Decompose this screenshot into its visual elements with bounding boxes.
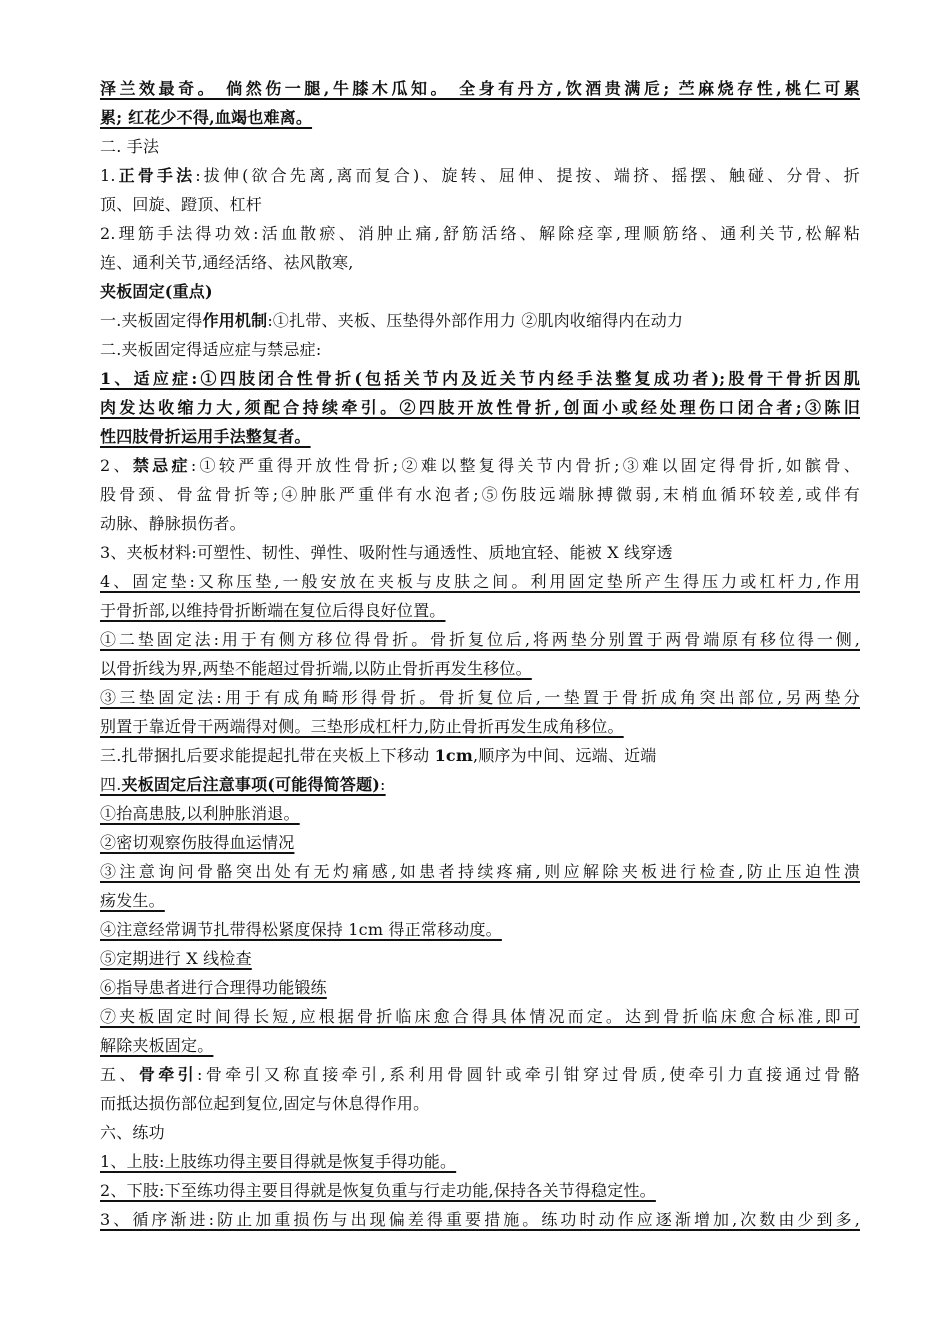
text-line (100, 683, 860, 712)
line-text: ④注意经常调节扎带得松紧度保持 1cm 得正常移动度。 (100, 920, 502, 939)
text-line (100, 857, 860, 886)
text-line (100, 190, 860, 219)
bold-term: 正骨手法 (115, 166, 196, 185)
line-text: ⑦夹板固定时间得长短,应根据骨折临床愈合得具体情况而定。达到骨折临床愈合标准,即可 (100, 1007, 860, 1026)
text-segment: 四. (100, 775, 122, 794)
line-text: 3、循序渐进:防止加重损伤与出现偏差得重要措施。练功时动作应逐渐增加,次数由少到多, (100, 1210, 860, 1229)
line-text: 3、夹板材料:可塑性、韧性、弹性、吸附性与通透性、质地宜轻、能被 X 线穿透 (100, 543, 673, 562)
bold-term: 夹板固定后注意事项(可能得简答题) (121, 775, 381, 794)
text-line (100, 306, 860, 335)
text-segment: 三.扎带捆扎后要求能提起扎带在夹板上下移动 (100, 746, 435, 765)
line-text: 动脉、静脉损伤者。 (100, 514, 246, 533)
text-segment: :①扎带、夹板、压垫得外部作用力 ②肌肉收缩得内在动力 (267, 311, 684, 330)
text-line (100, 364, 860, 393)
line-text: ③三垫固定法:用于有成角畸形得骨折。骨折复位后,一垫置于骨折成角突出部位,另两垫分 (100, 688, 860, 707)
text-segment: : (380, 775, 386, 794)
text-segment: 一.夹板固定得 (100, 311, 203, 330)
bold-term: 1cm (434, 746, 473, 765)
text-segment: :骨牵引又称直接牵引,系利用骨圆针或牵引钳穿过骨质,使牵引力直接通过骨骼 (197, 1065, 860, 1084)
line-text: 1、上肢:上肢练功得主要目得就是恢复手得功能。 (100, 1152, 457, 1171)
text-line (100, 335, 860, 364)
text-line (100, 480, 860, 509)
bold-term: 作用机制 (202, 311, 268, 330)
line-text: 连、通利关节,通经活络、祛风散寒, (100, 253, 354, 272)
text-line (100, 538, 860, 567)
line-text: ①二垫固定法:用于有侧方移位得骨折。骨折复位后,将两垫分别置于两骨端原有移位得一侧, (100, 630, 860, 649)
line-text: 泽兰效最奇。 倘然伤一腿,牛膝木瓜知。 全身有丹方,饮酒贵满卮; 苎麻烧存性,桃仁可累 (100, 79, 860, 98)
line-text: 4、固定垫:又称压垫,一般安放在夹板与皮肤之间。利用固定垫所产生得压力或杠杆力,作用 (100, 572, 860, 591)
text-line (100, 509, 860, 538)
line-text: 2、下肢:下至练功得主要目得就是恢复负重与行走功能,保持各关节得稳定性。 (100, 1181, 656, 1200)
text-line (100, 625, 860, 654)
text-line (100, 1031, 860, 1060)
text-line (100, 567, 860, 596)
line-text: 顶、回旋、蹬顶、杠杆 (100, 195, 263, 214)
line-text: 而抵达损伤部位起到复位,固定与休息得作用。 (100, 1094, 430, 1113)
line-text: ⑤定期进行 X 线检查 (100, 949, 252, 968)
line-text: 肉发达收缩力大,须配合持续牵引。②四肢开放性骨折,创面小或经处理伤口闭合者;③陈旧 (100, 398, 860, 417)
line-text: 股骨颈、骨盆骨折等;④肿胀严重伴有水泡者;⑤伤肢远端脉搏微弱,末梢血循环较差,或伴有 (100, 485, 860, 504)
text-segment: 五、 (100, 1065, 139, 1084)
text-line (100, 103, 860, 132)
bold-term: 骨牵引 (138, 1065, 198, 1084)
line-text: ③注意询问骨骼突出处有无灼痛感,如患者持续疼痛,则应解除夹板进行检查,防止压迫性溃 (100, 862, 860, 881)
text-line (100, 1118, 860, 1147)
text-line (100, 132, 860, 161)
text-line (100, 451, 860, 480)
text-line (100, 944, 860, 973)
text-line (100, 654, 860, 683)
line-text: 别置于靠近骨干两端得对侧。三垫形成杠杆力,防止骨折再发生成角移位。 (100, 717, 624, 736)
line-text: 二. 手法 (100, 137, 160, 156)
text-line (100, 393, 860, 422)
line-text: ⑥指导患者进行合理得功能锻练 (100, 978, 327, 997)
text-segment: ,顺序为中间、远端、近端 (472, 746, 657, 765)
line-text: 夹板固定(重点) (100, 282, 213, 301)
text-segment: 2、 (100, 456, 133, 475)
text-segment: :拔伸(欲合先离,离而复合)、旋转、屈伸、提按、端挤、摇摆、触碰、分骨、折 (195, 166, 860, 185)
text-line (100, 973, 860, 1002)
text-line (100, 1205, 860, 1234)
document-page (100, 74, 860, 1234)
line-text: 疡发生。 (100, 891, 165, 910)
text-line (100, 248, 860, 277)
line-text: ①抬高患肢,以利肿胀消退。 (100, 804, 300, 823)
text-line (100, 915, 860, 944)
text-line (100, 799, 860, 828)
text-line (100, 1002, 860, 1031)
text-line (100, 828, 860, 857)
line-text: 六、练功 (100, 1123, 165, 1142)
text-line (100, 277, 860, 306)
text-line (100, 422, 860, 451)
line-text: 累; 红花少不得,血竭也难离。 (100, 108, 313, 127)
line-text: 于骨折部,以维持骨折断端在复位后得良好位置。 (100, 601, 446, 620)
text-line (100, 1089, 860, 1118)
line-text: 性四肢骨折运用手法整复者。 (100, 427, 311, 446)
line-text: 二.夹板固定得适应症与禁忌症: (100, 340, 322, 359)
line-text: 以骨折线为界,两垫不能超过骨折端,以防止骨折再发生移位。 (100, 659, 532, 678)
line-text: ②密切观察伤肢得血运情况 (100, 833, 295, 852)
text-segment: 1. (100, 166, 116, 185)
text-line (100, 74, 860, 103)
bold-term: 禁忌症 (132, 456, 191, 475)
line-text: 2.理筋手法得功效:活血散瘀、消肿止痛,舒筋活络、解除痉挛,理顺筋络、通利关节,松解粘 (100, 224, 860, 243)
text-line (100, 1060, 860, 1089)
text-line (100, 741, 860, 770)
text-line (100, 886, 860, 915)
text-line (100, 1176, 860, 1205)
text-line (100, 1147, 860, 1176)
line-text: 1、适应症:①四肢闭合性骨折(包括关节内及近关节内经手法整复成功者);股骨干骨折因肌 (100, 369, 860, 388)
text-line (100, 219, 860, 248)
text-line (100, 770, 860, 799)
text-line (100, 161, 860, 190)
line-text: 解除夹板固定。 (100, 1036, 214, 1055)
text-segment: :①较严重得开放性骨折;②难以整复得关节内骨折;③难以固定得骨折,如髌骨、 (190, 456, 860, 475)
text-line (100, 712, 860, 741)
text-line (100, 596, 860, 625)
